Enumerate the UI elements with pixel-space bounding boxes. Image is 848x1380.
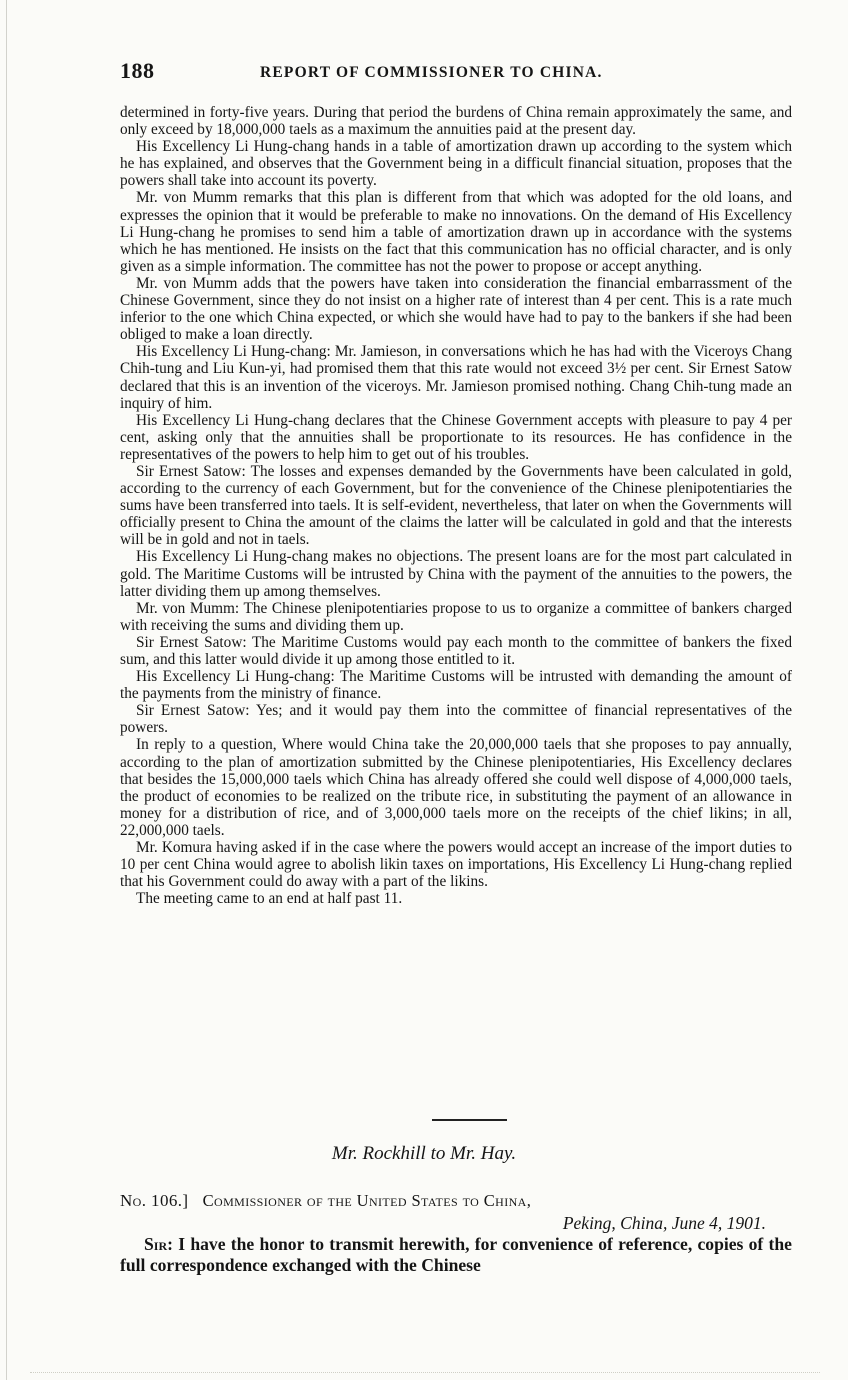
paragraph: His Excellency Li Hung-chang hands in a table of amortization drawn up according to the system which he has explained, and observes that the Government being in a difficult financial situation, proposes that the powers shall take into account its poverty.: [120, 138, 792, 190]
letter-place-date: Peking, China, June 4, 1901.: [562, 1213, 766, 1233]
paragraph: His Excellency Li Hung-chang: Mr. Jamieson, in conversations which he has had with the Viceroys Chang Chih-tung and Liu Kun-yi, had promised them that this rate would not exceed 3½ per cent. Sir Ernest Satow declared that this is an invention of the viceroys. Mr. Jamieson promised nothing. Chang Chih-tung made an inquiry of him.: [120, 343, 792, 412]
paragraph: Mr. Komura having asked if in the case where the powers would accept an increase of the import duties to 10 per cent China would agree to abolish likin taxes on importations, His Excellency Li Hung-chang replied that his Government could do away with a part of the likins.: [120, 839, 792, 891]
paragraph: determined in forty-five years. During that period the burdens of China remain approximately the same, and only exceed by 18,000,000 taels as a maximum the annuities paid at the present day.: [120, 104, 792, 139]
paragraph: In reply to a question, Where would China take the 20,000,000 taels that she proposes to pay annually, according to the plan of amortization submitted by the Chinese plenipotentiaries, His Excellency declares that besides the 15,000,000 taels which China has already offered she could well dispose of 4,000,000 taels, the product of economies to be realized on the tribute rice, in substituting the payment of an allowance in money for a distribution of rice, and of 3,000,000 taels more on the receipts of the chief likins; in all, 22,000,000 taels.: [120, 736, 792, 839]
paragraph: His Excellency Li Hung-chang: The Maritime Customs will be intrusted with demanding the amount of the payments from the ministry of finance.: [120, 668, 792, 703]
paragraph: Sir Ernest Satow: Yes; and it would pay them into the committee of financial representatives of the powers.: [120, 702, 792, 737]
paragraph: His Excellency Li Hung-chang declares that the Chinese Government accepts with pleasure to pay 4 per cent, asking only that the annuities shall be proportionate to its resources. He has confidence in the representatives of the powers to help him to get out of his troubles.: [120, 411, 792, 463]
letter-body: [120, 1234, 792, 1276]
paragraph: Sir Ernest Satow: The losses and expenses demanded by the Governments have been calculated in gold, according to the currency of each Government, but for the convenience of the Chinese plenipotentiaries the sums have been transferred into taels. It is self-evident, nevertheless, that later on when the Governments will officially present to China the amount of the claims the latter will be calculated in gold and that the interests will be in gold and not in taels.: [120, 462, 792, 549]
running-head: REPORT OF COMMISSIONER TO CHINA.: [260, 64, 603, 81]
page-number: 188: [120, 58, 155, 83]
scan-bottom-edge: [30, 1372, 820, 1374]
paragraph: The meeting came to an end at half past 11.: [136, 890, 403, 908]
paragraph: Mr. von Mumm adds that the powers have taken into consideration the financial embarrassment of the Chinese Government, since they do not insist on a higher rate of interest than 4 per cent. This is a rate much inferior to the one which China expected, or which she would have had to pay to the bankers if she had been obliged to make a loan directly.: [120, 274, 792, 344]
paragraph: Mr. von Mumm remarks that this plan is different from that which was adopted for the old loans, and expresses the opinion that it would be preferable to make no innovations. On the demand of His Excellency Li Hung-chang he promises to send him a table of amortization drawn up in accordance with the systems which he has mentioned. He insists on the fact that this communication has no official character, and is only given as a simple information. The committee has not the power to propose or accept anything.: [120, 189, 792, 275]
paragraph: Mr. von Mumm: The Chinese plenipotentiaries propose to us to organize a committee of bankers charged with receiving the sums and dividing them up.: [120, 599, 792, 634]
letter-heading: [120, 1190, 792, 1234]
page-header: [120, 58, 792, 88]
letter-opening-text: I have the honor to transmit herewith, for convenience of reference, copies of the full correspondence exchanged with the Chinese: [120, 1234, 792, 1275]
paragraph: Sir Ernest Satow: The Maritime Customs would pay each month to the committee of bankers the fixed sum, and this latter would divide it up among those entitled to it.: [120, 633, 792, 668]
paragraph: His Excellency Li Hung-chang makes no objections. The present loans are for the most part calculated in gold. The Maritime Customs will be intrusted by China with the payment of the annuities to the powers, the latter dividing them up among themselves.: [120, 548, 792, 600]
page-edge-line: [6, 0, 7, 1380]
report-body: [120, 104, 792, 907]
letter-commissioner-line: Commissioner of the United States to China,: [202, 1191, 532, 1210]
letter-number: No. 106.]: [120, 1191, 189, 1210]
letter-title: Mr. Rockhill to Mr. Hay.: [331, 1143, 517, 1164]
letter-opening-paragraph: [120, 1234, 792, 1276]
letter-salutation: Sir:: [144, 1234, 173, 1254]
section-divider-rule: [432, 1119, 507, 1121]
